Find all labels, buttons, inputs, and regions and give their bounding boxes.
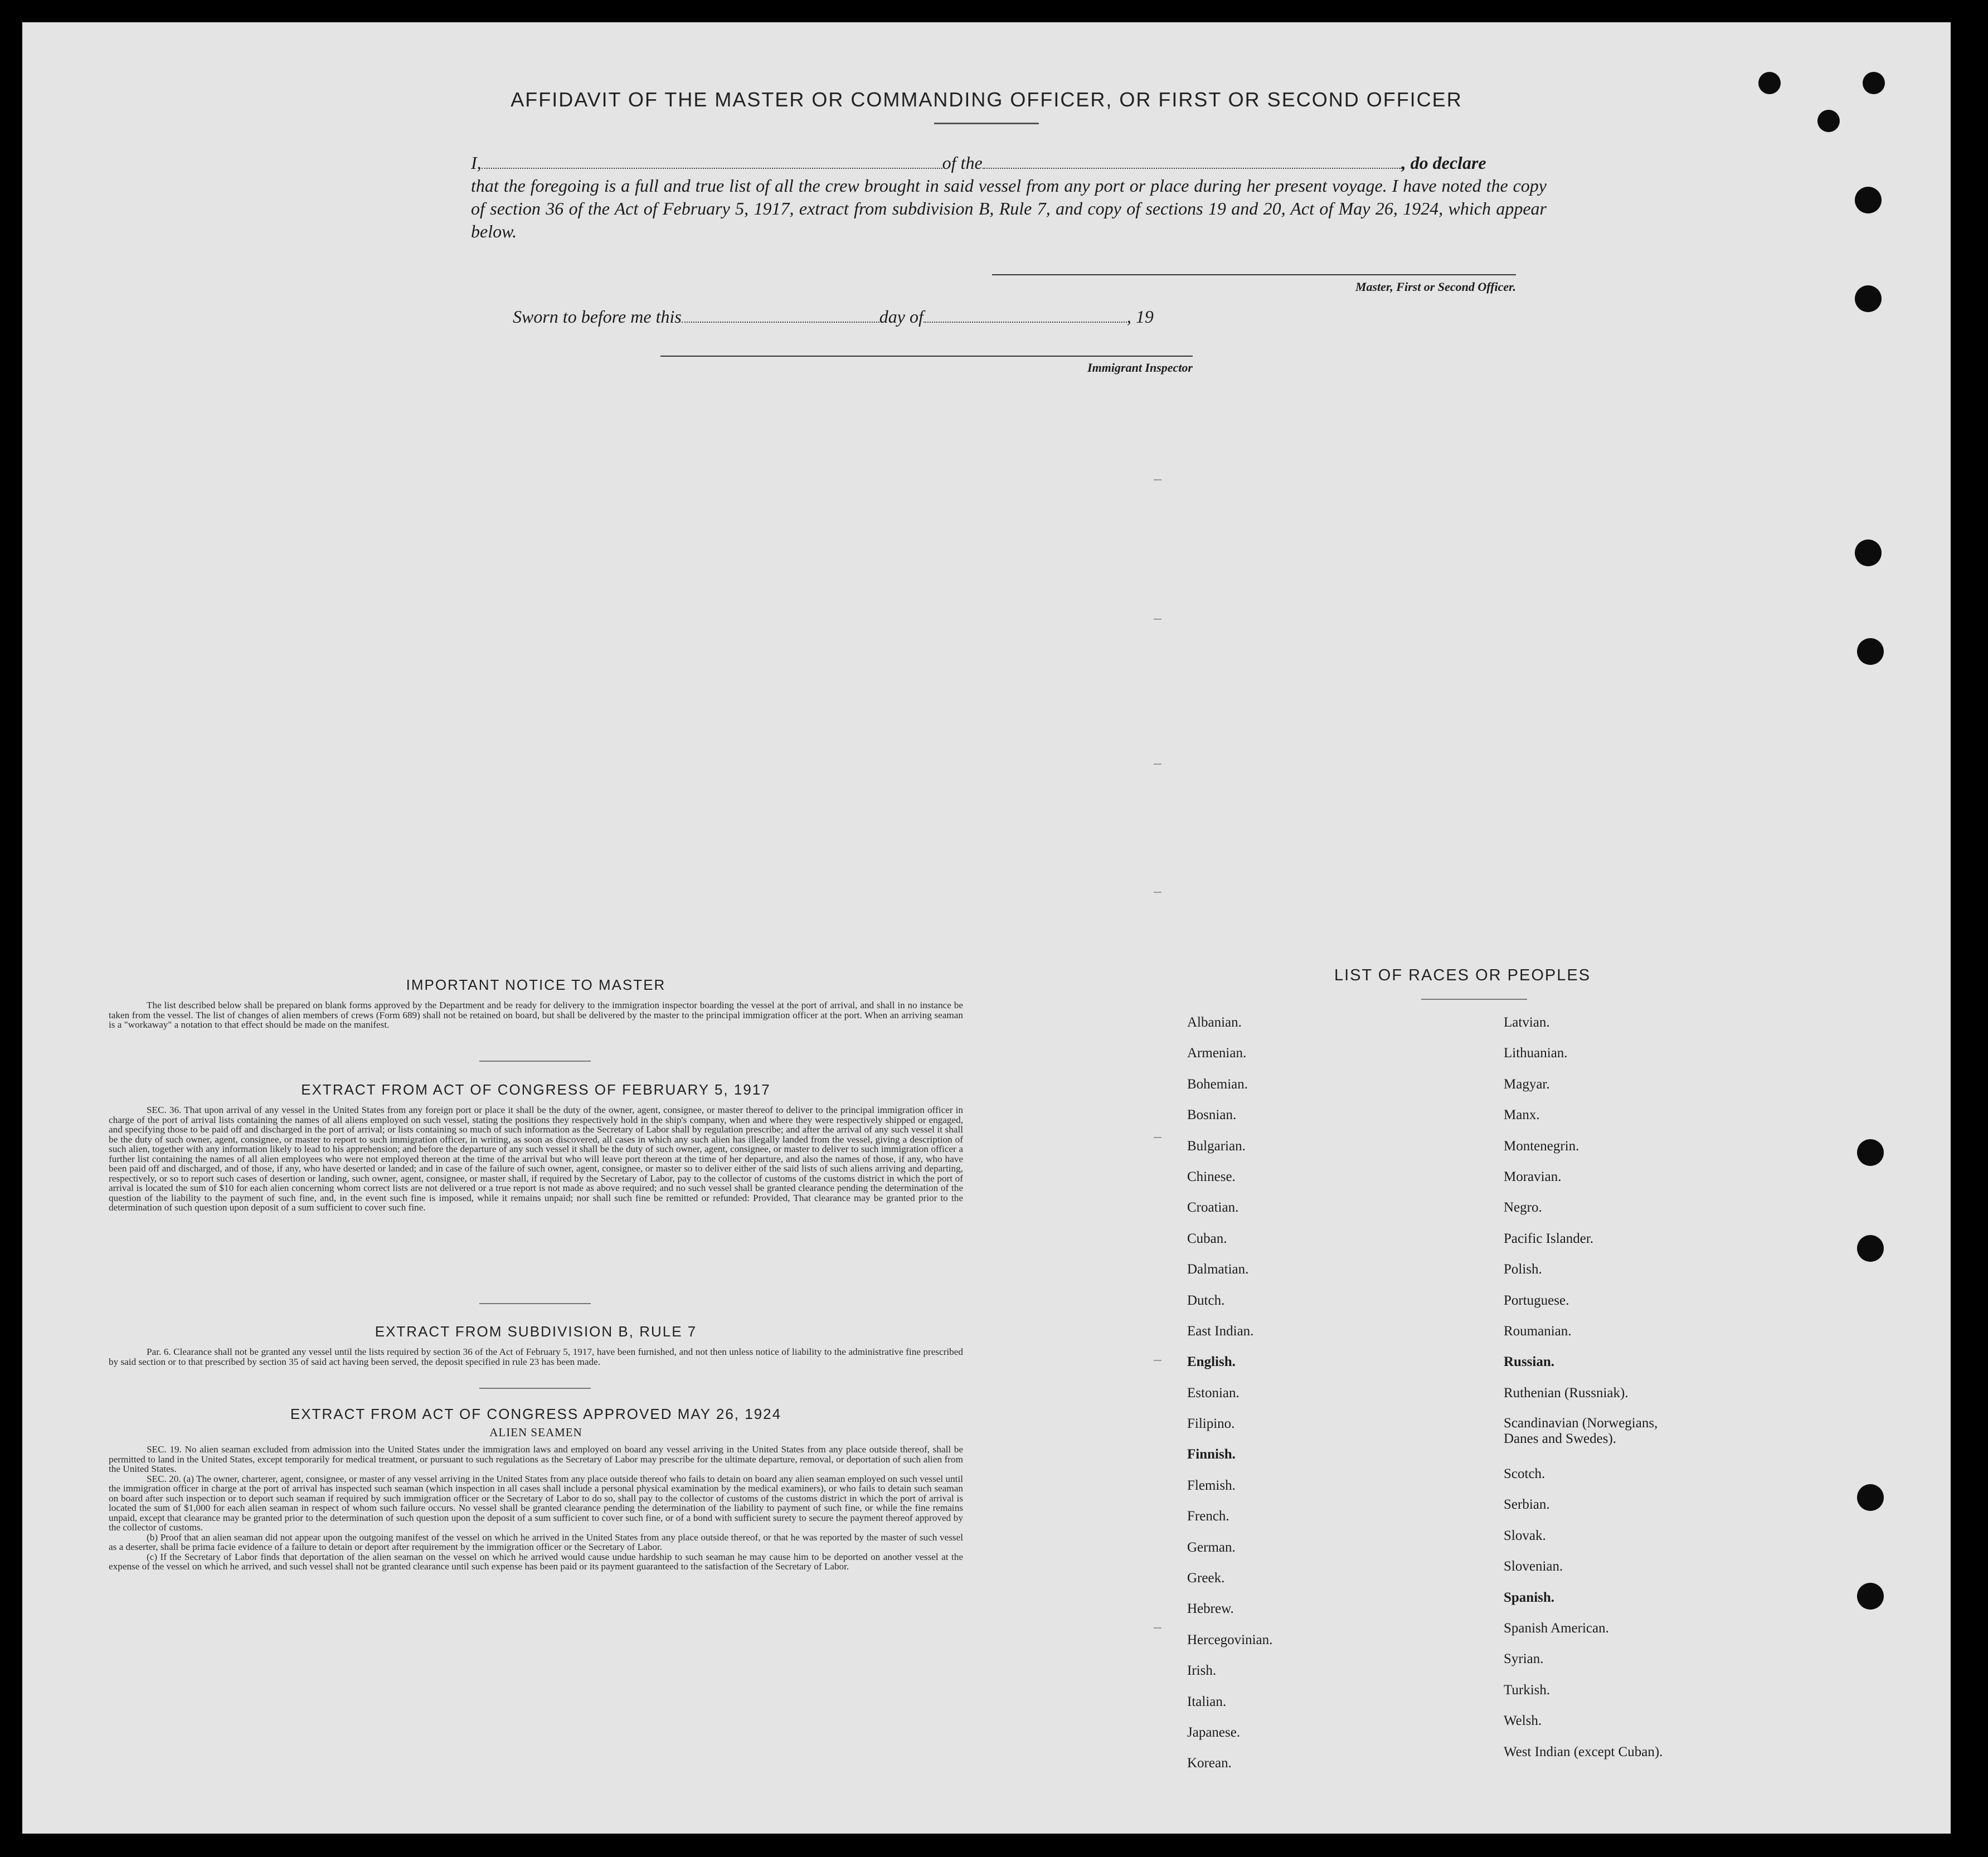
list-item: French. [1187,1509,1229,1524]
list-item: Serbian. [1504,1497,1550,1513]
list-item: Roumanian. [1504,1323,1572,1339]
list-item: East Indian. [1187,1323,1254,1339]
list-item: Russian. [1504,1354,1555,1370]
punch-hole [1817,110,1840,132]
manifest-back-page [22,22,1951,1834]
inspector-caption: Immigrant Inspector [1087,361,1193,375]
sec-19-paragraph: SEC. 19. No alien seaman excluded from admission into the United States under the immigration laws and employed on board any vessel arriving in the United States from any place outside thereof, shall be permitted to land in the United States, except temporarily for medical treatment, or pursuant to such regulations as the Secretary of Labor may prescribe for the ultimate departure, removal, or deportation of such alien from the United States. [109,1444,963,1474]
list-item: Flemish. [1187,1477,1236,1493]
list-item: Filipino. [1187,1416,1235,1432]
sec-36-paragraph: SEC. 36. That upon arrival of any vessel in the United States from any foreign port or place it shall be the duty of the owner, agent, consignee, or master thereof to deliver to the principal immigration officer in charge of the port of arrival lists containing the names of all aliens employed on such vessel, stating the positions they respectively hold in the ship's company, when and where they were respectively shipped or engaged, and specifying those to be paid off and discharged in the port of arrival; or lists containing so much of such information as the Secretary of Labor shall by regulation prescribe; and after the arrival of any such vessel it shall be the duty of such owner, agent, consignee, or master to report to such immigration officer, in writing, as soon as discovered, all cases in which any such alien has illegally landed from the vessel, giving a description of such alien, together with any information likely to lead to his apprehension; and before the departure of any such vessel it shall be the duty of such owner, agent, consignee, or master to deliver to such immigration officer a further list containing the names of all alien employees who were not employed thereon at the time of the arrival but who will leave port thereon at the time of her departure, and also the names of those, if any, who have been paid off and discharged, and of those, if any, who have deserted or landed; and in case of the failure of such owner, agent, consignee, or master so to deliver either of the said lists of such aliens arriving and departing, respectively, or so to report such cases of desertion or landing, such owner, agent, consignee, or master shall, if required by the Secretary of Labor, pay to the collector of customs of the customs district in which the port of arrival is located the sum of $10 for each alien concerning whom correct lists are not delivered or a true report is not made as above required; and no such vessel shall be granted clearance pending the determination of the question of the liability to the payment of such fine, and, in the event such fine is imposed, while it remains unpaid; nor shall such fine be remitted or refunded: Provided, That clearance may be granted prior to the determination of such question upon deposit of a sum sufficient to cover such fine. [109,1105,963,1213]
list-item: Magyar. [1504,1076,1550,1092]
rule-7-text [109,1347,963,1367]
list-item: Ruthenian (Russniak). [1504,1385,1629,1401]
list-item: Italian. [1187,1694,1227,1709]
list-item: Korean. [1187,1756,1232,1771]
list-item: Negro. [1504,1200,1542,1216]
sec-20a-paragraph: SEC. 20. (a) The owner, charterer, agent, consignee, or master of any vessel arriving in the United States from any place outside thereof who fails to detain on board any alien seaman employed on such vessel until the immigration officer in charge at the port of arrival has inspected such seaman (which inspection in all cases shall include a personal physical examination by the medical examiners), or who fails to detain such seaman on board after such inspection or to deport such seaman if required by such immigration officer or the Secretary of Labor to do so, shall pay to the collector of customs of the customs district in which the port of arrival is located the sum of $1,000 for each alien seaman in respect of whom such failure occurs. No vessel shall be granted clearance pending the determination of the liability to payment of such fine, or while the fine remains unpaid, except that clearance may be granted prior to the determination of such question upon the deposit of a sum sufficient to cover such fine, or of a bond with sufficient surety to secure the payment thereof approved by the collector of customs. [109,1473,963,1533]
sec-20b-paragraph: (b) Proof that an alien seaman did not appear upon the outgoing manifest of the vessel on which he arrived in the United States from any place outside thereof, or that he was reported by the master of such vessel as a deserter, shall be prima facie evidence of a failure to detain or deport after requirement by the immigration officer or the Secretary of Labor. [109,1532,963,1552]
list-item: Spanish American. [1504,1621,1609,1636]
extract-1917-divider [479,1303,591,1304]
list-item: Manx. [1504,1107,1540,1123]
column-tick-mark [1154,619,1161,620]
list-item: Armenian. [1187,1046,1247,1061]
notice-divider [479,1061,591,1062]
list-item: Finnish. [1187,1447,1236,1462]
list-item: West Indian (except Cuban). [1504,1744,1663,1759]
races-heading-underline [1421,999,1527,1000]
list-item: Dalmatian. [1187,1262,1249,1277]
title-underline [934,123,1039,124]
sworn-month-field[interactable] [923,307,1127,323]
list-item: Dutch. [1187,1292,1225,1308]
master-signature-caption: Master, First or Second Officer. [1355,280,1516,294]
races-right-column [1504,1014,1688,1775]
list-item: Syrian. [1504,1651,1544,1667]
notice-text [109,1000,963,1030]
affidavit-text [471,152,1547,243]
officer-name-field[interactable] [482,153,942,169]
list-item: German. [1187,1539,1236,1555]
list-item: Slovak. [1504,1528,1546,1543]
list-item: Pacific Islander. [1504,1231,1594,1246]
sworn-line [513,307,1154,327]
list-item: Scotch. [1504,1466,1545,1482]
list-item: Portuguese. [1504,1292,1569,1308]
list-item: Polish. [1504,1262,1542,1277]
notice-heading: IMPORTANT NOTICE TO MASTER [406,976,666,993]
list-item: Bosnian. [1187,1107,1237,1123]
rule-7-divider [479,1388,591,1389]
sworn-day-field[interactable] [682,307,879,323]
extract-1924-text [109,1445,963,1572]
punch-hole [1857,638,1884,665]
affidavit-title: AFFIDAVIT OF THE MASTER OR COMMANDING OFFICER, OR FIRST OR SECOND OFFICER [511,88,1462,111]
list-item: Croatian. [1187,1200,1239,1216]
list-item: Turkish. [1504,1682,1550,1698]
list-item: Estonian. [1187,1385,1240,1401]
list-item: Scandinavian (Norwegians, Danes and Swedes). [1504,1416,1658,1447]
affidavit-body: that the foregoing is a full and true list of all the crew brought in said vessel from any port or place during her present voyage. I have noted the copy of section 36 of the Act of February 5, 1917, extract from subdivision B, Rule 7, and copy of sections 19 and 20, Act of May 26, 1924, which appear below. [471,176,1547,241]
punch-hole [1857,1139,1884,1166]
sworn-day-of: day of [879,307,923,327]
par-6-paragraph: Par. 6. Clearance shall not be granted any vessel until the lists required by section 36 of the Act of February 5, 1917, have been furnished, and not then unless notice of liability to the administrative fine prescribed by said section or to that prescribed by section 35 of said act having been served, the deposit specified in rule 23 has been made. [109,1346,963,1367]
column-tick-mark [1154,1627,1161,1628]
races-left-column [1187,1014,1272,1786]
list-item: Bohemian. [1187,1076,1248,1092]
punch-hole [1863,72,1885,94]
punch-hole [1857,1235,1884,1262]
list-item: Welsh. [1504,1713,1542,1729]
punch-hole [1855,187,1882,213]
column-tick-mark [1154,1360,1161,1361]
punch-hole [1855,285,1882,312]
sworn-year: , 19 [1126,307,1154,327]
affidavit-of-the: of the [942,153,983,173]
punch-hole [1855,539,1882,566]
punch-hole [1857,1484,1884,1511]
list-item: Cuban. [1187,1231,1227,1246]
punch-hole [1758,72,1781,94]
list-item: Hebrew. [1187,1601,1234,1617]
notice-paragraph: The list described below shall be prepared on blank forms approved by the Department and be ready for delivery to the immigration inspector boarding the vessel at the port of arrival, and shall in no instance be taken from the vessel. The list of changes of alien members of crews (Form 689) shall not be retained on board, but shall be delivered by the master to the principal immigration officer at the port. When an arriving seaman is a "workaway" a notation to that effect should be made on the manifest. [109,1000,963,1030]
inspector-signature-line[interactable] [660,356,1193,357]
rule-7-heading: EXTRACT FROM SUBDIVISION B, RULE 7 [375,1323,697,1340]
list-item: Hercegovinian. [1187,1632,1273,1647]
list-item: Spanish. [1504,1589,1555,1605]
extract-1917-heading: EXTRACT FROM ACT OF CONGRESS OF FEBRUARY 5, 1917 [301,1081,771,1098]
extract-1917-text [109,1105,963,1213]
affidavit-i: I, [471,153,482,173]
column-tick-mark [1154,479,1161,480]
extract-1924-heading: EXTRACT FROM ACT OF CONGRESS APPROVED MAY 26, 1924 [290,1406,782,1422]
column-tick-mark [1154,764,1161,765]
list-item: Japanese. [1187,1724,1241,1740]
vessel-name-field[interactable] [983,153,1402,169]
column-tick-mark [1154,892,1161,893]
list-item: Lithuanian. [1504,1046,1568,1061]
list-item: Slovenian. [1504,1559,1563,1574]
races-heading: LIST OF RACES OR PEOPLES [1334,966,1591,984]
sec-20c-paragraph: (c) If the Secretary of Labor finds that deportation of the alien seaman on the vessel on which he arrived would cause undue hardship to such seaman he may cause him to be deported on another vessel at the expense of the vessel on which he arrived, and such vessel shall not be granted clearance until such expense has been paid or its payment guaranteed to the satisfaction of the Secretary of Labor. [109,1551,963,1572]
list-item: Irish. [1187,1663,1217,1679]
punch-hole [1857,1583,1884,1610]
list-item: Albanian. [1187,1015,1242,1030]
sworn-prefix: Sworn to before me this [513,307,682,327]
list-item: Latvian. [1504,1015,1550,1030]
affidavit-do-declare: , do declare [1401,153,1486,173]
list-item: Chinese. [1187,1169,1236,1184]
list-item: Moravian. [1504,1169,1562,1184]
master-signature-line[interactable] [992,274,1516,275]
list-item: English. [1187,1354,1236,1370]
list-item: Bulgarian. [1187,1138,1246,1154]
alien-seamen-subheading: ALIEN SEAMEN [489,1426,582,1439]
list-item: Montenegrin. [1504,1138,1579,1154]
list-item: Greek. [1187,1571,1225,1586]
column-tick-mark [1154,1137,1161,1138]
